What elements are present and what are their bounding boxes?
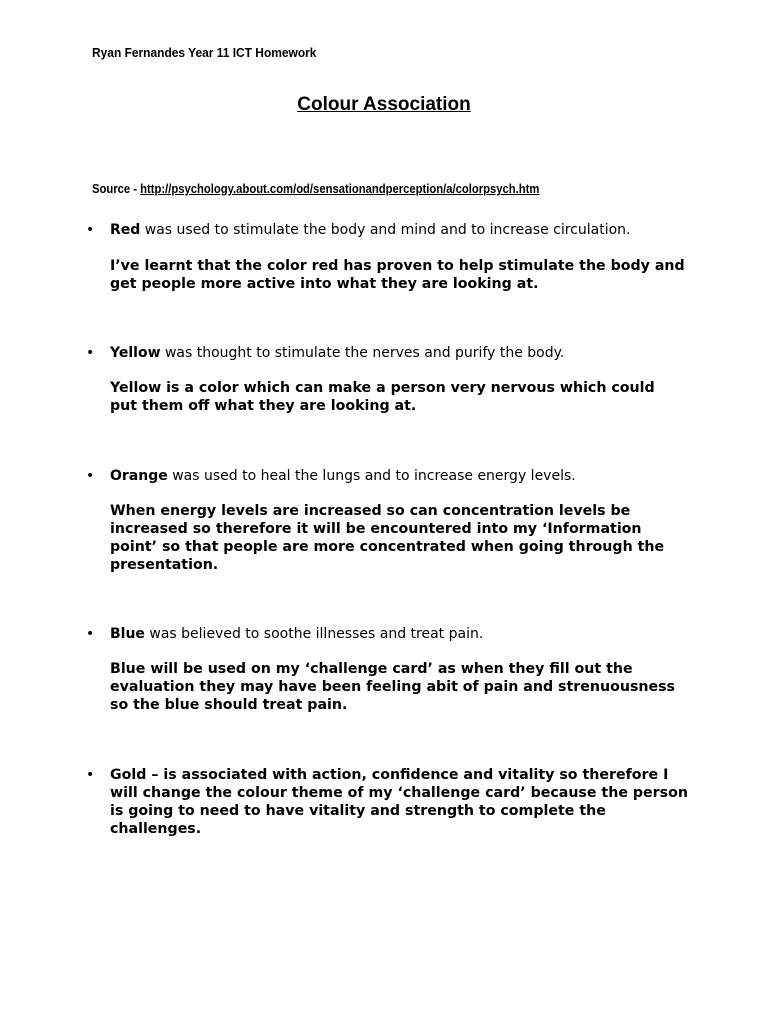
bullet-icon: • [86, 626, 95, 642]
item-statement [110, 344, 564, 362]
item-statement [110, 625, 483, 643]
document-header: Ryan Fernandes Year 11 ICT Homework [92, 45, 317, 60]
item-note: Gold – is associated with action, confidence and vitality so therefore I will change the colour theme of my ‘challenge card’ because the person is going to need to have vitality and strength to complete the challenges. [110, 767, 688, 837]
bullet-icon: • [86, 468, 95, 484]
item-note: I’ve learnt that the color red has proven to help stimulate the body and get people more active into what they are looking at. [110, 258, 685, 292]
color-name: Orange [110, 468, 168, 484]
item-note: When energy levels are increased so can concentration levels be increased so therefore it will be encountered into my ‘Information point’ so that people are more concentrated when going through the presentation. [110, 503, 665, 573]
source-label: Source - [92, 182, 141, 196]
item-text: was used to heal the lungs and to increase energy levels. [167, 468, 576, 484]
item-text: was thought to stimulate the nerves and purify the body. [160, 345, 565, 361]
bullet-icon: • [86, 767, 95, 783]
item-text: was believed to soothe illnesses and treat pain. [144, 626, 484, 642]
bullet-icon: • [86, 345, 95, 361]
color-name: Blue [110, 626, 145, 642]
color-name: Yellow [110, 345, 161, 361]
item-statement [110, 221, 630, 239]
source-line [92, 182, 539, 196]
item-text: was used to stimulate the body and mind and to increase circulation. [140, 222, 631, 238]
item-statement [110, 467, 576, 485]
color-name: Red [110, 222, 141, 238]
item-note: Blue will be used on my ‘challenge card’ as when they fill out the evaluation they may have been feeling abit of pain and strenuousness so the blue should treat pain. [110, 661, 675, 713]
source-link[interactable]: http://psychology.about.com/od/sensationandperception/a/colorpsych.htm [140, 182, 540, 196]
bullet-icon: • [86, 222, 95, 238]
item-note: Yellow is a color which can make a person very nervous which could put them off what they are looking at. [110, 380, 655, 414]
page-title: Colour Association [297, 94, 471, 115]
